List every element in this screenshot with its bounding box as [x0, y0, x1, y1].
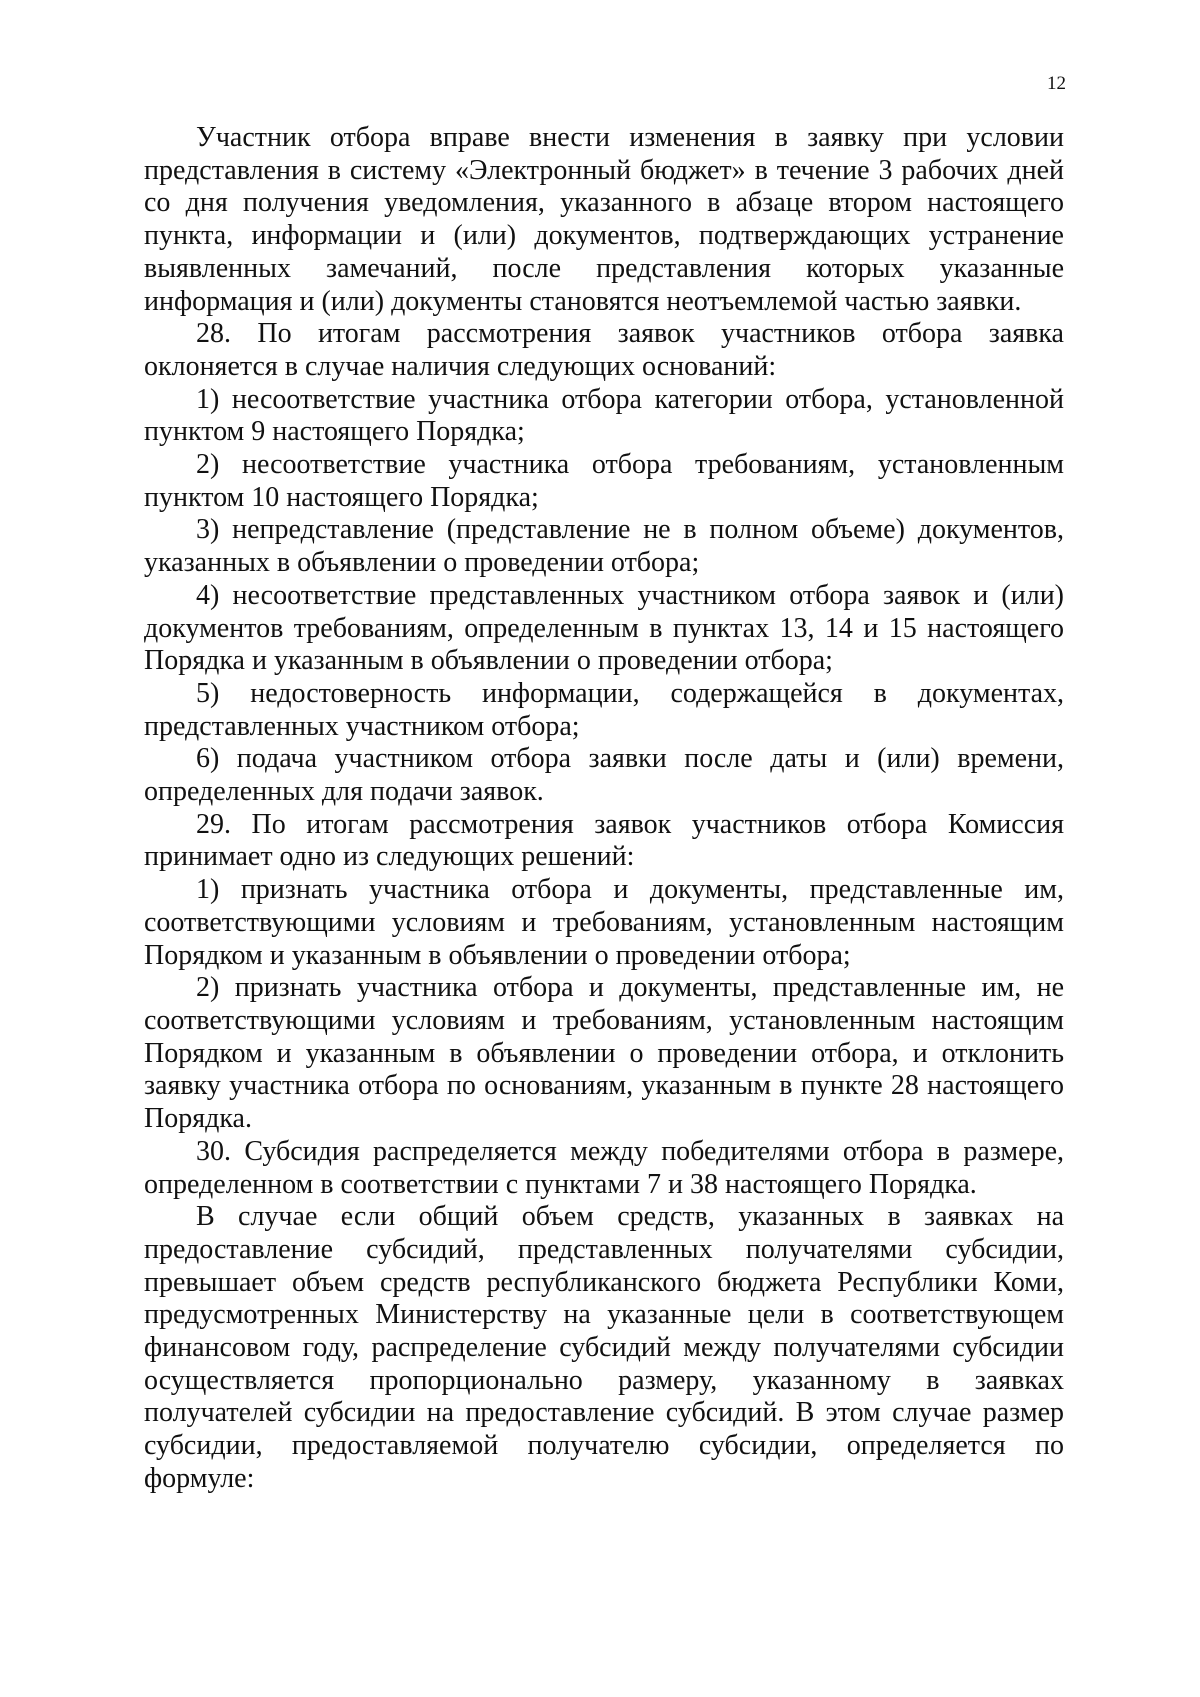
paragraph-29-item-2: 2) признать участника отбора и документы, представленные им, не соответствующими условиям и требованиям, установленным настоящим Порядком и указанным в объявлении о проведении отбора, и отклонить заявку участника отбора по основаниям, указанным в пункте 28 настоящего Порядка. [144, 972, 1064, 1135]
paragraph-28-item-2: 2) несоответствие участника отбора требованиям, установленным пунктом 10 настоящего Порядка; [144, 449, 1064, 513]
paragraph-29: 29. По итогам рассмотрения заявок участников отбора Комиссия принимает одно из следующих решений: [144, 808, 1064, 873]
paragraph-30: 30. Субсидия распределяется между победителями отбора в размере, определенном в соответствии с пунктами 7 и 38 настоящего Порядка. [144, 1135, 1064, 1200]
paragraph-30-distribution: В случае если общий объем средств, указанных в заявках на предоставление субсидий, представленных получателями субсидии, превышает объем средств республиканского бюджета Республики Коми, предусмотренных Министерству на указанные цели в соответствующем финансовом году, распределение субсидий между получателями субсидии осуществляется пропорционально размеру, указанному в заявках получателей субсидии на предоставление субсидий. В этом случае размер субсидии, предоставляемой получателю субсидии, определяется по формуле: [144, 1201, 1064, 1494]
paragraph-28: 28. По итогам рассмотрения заявок участников отбора заявка оклоняется в случае наличия следующих оснований: [144, 318, 1064, 382]
page-number: 12 [1047, 73, 1066, 94]
paragraph-28-item-1: 1) несоответствие участника отбора категории отбора, установленной пунктом 9 настоящего Порядка; [144, 383, 1064, 448]
paragraph-28-item-4: 4) несоответствие представленных участником отбора заявок и (или) документов требованиям, определенным в пунктах 13, 14 и 15 настоящего Порядка и указанным в объявлении о проведении отбора; [144, 579, 1064, 677]
paragraph-29-item-1: 1) признать участника отбора и документы, представленные им, соответствующими условиям и требованиям, установленным настоящим Порядком и указанным в объявлении о проведении отбора; [144, 874, 1064, 971]
paragraph-28-item-6: 6) подача участником отбора заявки после даты и (или) времени, определенных для подачи заявок. [144, 743, 1064, 808]
paragraph-28-item-5: 5) недостоверность информации, содержащейся в документах, представленных участником отбора; [144, 677, 1064, 742]
paragraph-amendment: Участник отбора вправе внести изменения в заявку при условии представления в систему «Электронный бюджет» в течение 3 рабочих дней со дня получения уведомления, указанного в абзаце втором настоящего пункта, информации и (или) документов, подтверждающих устранение выявленных замечаний, после представления которых указанные информация и (или) документы становятся неотъемлемой частью заявки. [144, 122, 1064, 317]
document-body [144, 122, 1064, 1496]
paragraph-28-item-3: 3) непредставление (представление не в полном объеме) документов, указанных в объявлении о проведении отбора; [144, 514, 1064, 579]
